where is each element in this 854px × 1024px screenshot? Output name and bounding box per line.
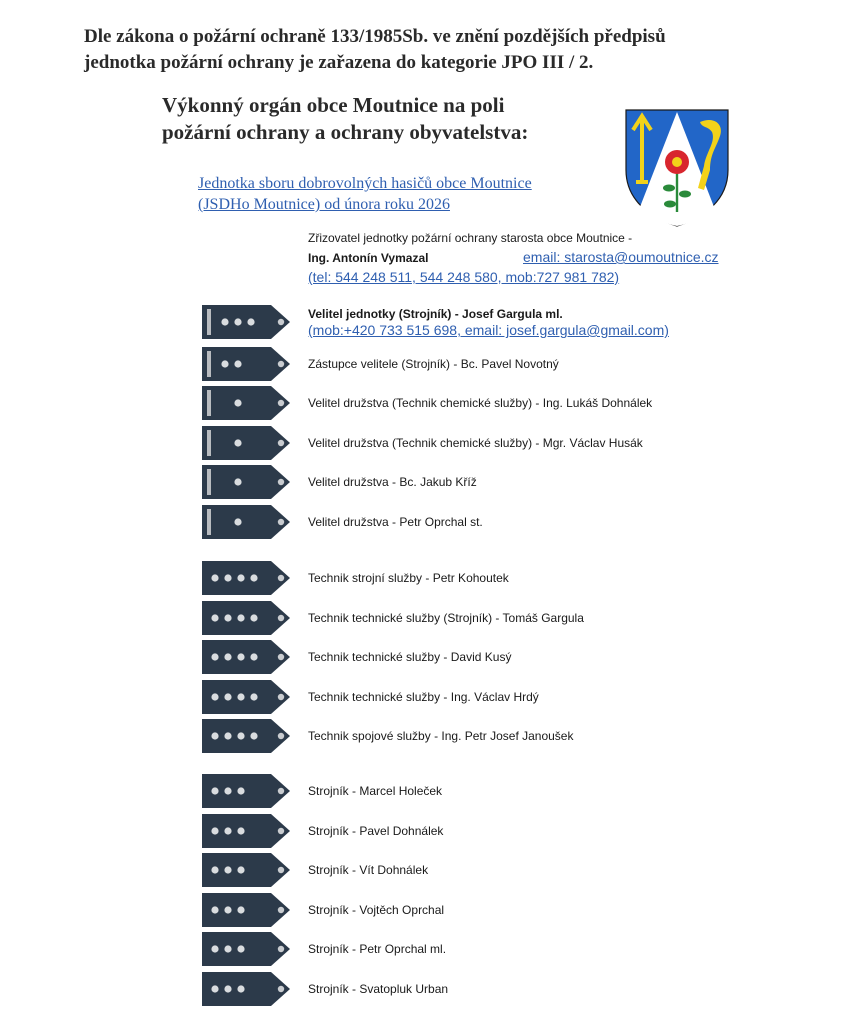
rank-star — [247, 318, 254, 325]
member-name: Bc. Jakub Kříž — [399, 475, 477, 489]
rank-star — [211, 732, 218, 739]
member-text — [308, 892, 444, 928]
epaulette-icon — [201, 304, 291, 340]
rank-bar — [207, 390, 211, 416]
rank-star — [237, 653, 244, 660]
epaulette-button — [278, 733, 284, 739]
member-rank: Strojník — [308, 863, 349, 877]
rank-star — [237, 693, 244, 700]
separator: - — [348, 863, 360, 877]
unit-title — [198, 173, 532, 215]
member-text — [308, 346, 559, 382]
member-text — [308, 931, 446, 967]
epaulette-button — [278, 907, 284, 913]
member-name: Tomáš Gargula — [502, 611, 584, 625]
member-name: Vojtěch Oprchal — [359, 903, 445, 917]
epaulette-icon — [201, 639, 291, 675]
rank-star — [237, 732, 244, 739]
law-line-2: jednotka požární ochrany je zařazena do kategorie JPO III / 2. — [84, 52, 594, 73]
member-row — [0, 504, 854, 540]
separator: - — [388, 515, 400, 529]
rank-star — [224, 827, 231, 834]
separator: - — [348, 784, 360, 798]
rank-star — [224, 866, 231, 873]
epaulette-button — [278, 575, 284, 581]
epaulette-icon — [201, 385, 291, 421]
member-name: Pavel Dohnálek — [359, 824, 444, 838]
member-row — [0, 385, 854, 421]
member-name: Svatopluk Urban — [359, 982, 449, 996]
epaulette-icon — [201, 504, 291, 540]
rank-star — [237, 985, 244, 992]
rank-star — [250, 653, 257, 660]
rank-star — [211, 945, 218, 952]
rank-star — [211, 827, 218, 834]
member-row — [0, 718, 854, 754]
epaulette-button — [278, 946, 284, 952]
member-name: Marcel Holeček — [359, 784, 443, 798]
member-rank: Strojník — [308, 784, 349, 798]
rank-star — [211, 693, 218, 700]
rank-star — [221, 318, 228, 325]
founder-phone-link[interactable]: (tel: 544 248 511, 544 248 580, mob:727 981 782) — [308, 269, 620, 285]
member-row — [0, 773, 854, 809]
rank-star — [224, 732, 231, 739]
rank-star — [224, 614, 231, 621]
epaulette-body — [202, 386, 290, 420]
rank-bar — [207, 469, 211, 495]
epaulette-body — [202, 505, 290, 539]
rank-star — [211, 787, 218, 794]
separator: - — [451, 307, 463, 321]
separator: - — [492, 611, 503, 625]
separator: - — [440, 690, 451, 704]
epaulette-icon — [201, 971, 291, 1007]
rank-star — [211, 906, 218, 913]
rank-star — [224, 945, 231, 952]
coat-of-arms-icon — [624, 108, 730, 228]
member-rank: Technik spojové služby — [308, 729, 431, 743]
member-text — [308, 425, 643, 461]
member-row — [0, 931, 854, 967]
rank-star — [237, 614, 244, 621]
member-rank: Velitel družstva (Technik chemické služby) — [308, 396, 533, 410]
rank-star — [224, 574, 231, 581]
epaulette-icon — [201, 464, 291, 500]
epaulette-icon — [201, 931, 291, 967]
unit-link-line-1[interactable]: Jednotka sboru dobrovolných hasičů obce Moutnice — [198, 175, 532, 192]
rank-bar — [207, 509, 211, 535]
epaulette-body — [202, 465, 290, 499]
member-rank: Strojník — [308, 942, 349, 956]
separator: - — [348, 903, 360, 917]
rank-star — [211, 614, 218, 621]
rank-star — [221, 360, 228, 367]
epaulette-icon — [201, 773, 291, 809]
epaulette-button — [278, 479, 284, 485]
member-text — [308, 504, 483, 540]
epaulette-button — [278, 694, 284, 700]
member-row — [0, 600, 854, 636]
member-row — [0, 892, 854, 928]
separator: - — [532, 436, 543, 450]
member-name: Petr Kohoutek — [432, 571, 509, 585]
epaulette-icon — [201, 560, 291, 596]
member-rank: Technik technické služby — [308, 690, 441, 704]
member-text — [308, 971, 448, 1007]
epaulette-icon — [201, 892, 291, 928]
rank-star — [237, 827, 244, 834]
separator: - — [348, 942, 360, 956]
epaulette-body — [202, 305, 290, 339]
rank-star — [234, 478, 241, 485]
member-name: Ing. Petr Josef Janoušek — [441, 729, 574, 743]
unit-link-line-2[interactable]: (JSDHo Moutnice) od února roku 2026 — [198, 196, 450, 213]
separator: - — [440, 650, 451, 664]
member-rank: Velitel družstva — [308, 475, 389, 489]
member-rank: Zástupce velitele (Strojník) — [308, 357, 451, 371]
rank-star — [234, 318, 241, 325]
rank-star — [224, 693, 231, 700]
rank-star — [237, 787, 244, 794]
member-row — [0, 813, 854, 849]
member-row — [0, 560, 854, 596]
member-text — [308, 560, 509, 596]
member-rank: Velitel družstva (Technik chemické služby) — [308, 436, 533, 450]
rank-star — [234, 518, 241, 525]
member-rank: Technik strojní služby — [308, 571, 423, 585]
rank-star — [234, 360, 241, 367]
epaulette-body — [202, 426, 290, 460]
law-line-1: Dle zákona o požární ochraně 133/1985Sb. ve znění pozdějších předpisů — [84, 26, 666, 47]
member-rank: Strojník — [308, 903, 349, 917]
epaulette-button — [278, 867, 284, 873]
rank-star — [237, 574, 244, 581]
member-name: Petr Oprchal ml. — [359, 942, 447, 956]
rank-star — [234, 399, 241, 406]
rank-star — [237, 866, 244, 873]
rank-bar — [207, 430, 211, 456]
member-rank: Technik technické služby — [308, 650, 441, 664]
rank-bar — [207, 351, 211, 377]
epaulette-button — [278, 400, 284, 406]
separator: - — [532, 396, 543, 410]
member-row — [0, 346, 854, 382]
rank-star — [211, 985, 218, 992]
rank-star — [250, 693, 257, 700]
rank-star — [224, 653, 231, 660]
founder-line: Zřizovatel jednotky požární ochrany starosta obce Moutnice - — [308, 231, 633, 245]
member-row — [0, 425, 854, 461]
rank-star — [250, 574, 257, 581]
separator: - — [348, 824, 360, 838]
member-rank: Strojník — [308, 982, 349, 996]
member-rank: Velitel jednotky (Strojník) — [308, 307, 452, 321]
rank-star — [224, 985, 231, 992]
member-text — [308, 600, 584, 636]
member-text — [308, 679, 539, 715]
member-name: Petr Oprchal st. — [399, 515, 483, 529]
commander-contact-link[interactable]: (mob:+420 733 515 698, email: josef.gargula@gmail.com) — [308, 322, 669, 338]
epaulette-icon — [201, 852, 291, 888]
law-statement — [84, 24, 666, 76]
rank-star — [211, 574, 218, 581]
member-name: Josef Gargula ml. — [462, 307, 563, 321]
epaulette-icon — [201, 600, 291, 636]
founder-name: Ing. Antonín Vymazal — [308, 251, 429, 265]
epaulette-icon — [201, 679, 291, 715]
founder-email-link[interactable]: email: starosta@oumoutnice.cz — [523, 249, 719, 265]
separator: - — [430, 729, 442, 743]
epaulette-button — [278, 986, 284, 992]
epaulette-icon — [201, 346, 291, 382]
member-text — [308, 813, 443, 849]
member-text — [308, 718, 573, 754]
member-text — [308, 464, 477, 500]
rank-star — [237, 945, 244, 952]
member-row — [0, 679, 854, 715]
member-name: Mgr. Václav Husák — [542, 436, 643, 450]
epaulette-button — [278, 440, 284, 446]
rank-star — [211, 653, 218, 660]
member-rank: Strojník — [308, 824, 349, 838]
member-name: Bc. Pavel Novotný — [460, 357, 559, 371]
member-row — [0, 971, 854, 1007]
member-row — [0, 464, 854, 500]
rank-bar — [207, 309, 211, 335]
epaulette-icon — [201, 425, 291, 461]
organ-heading — [162, 92, 528, 146]
organ-line-1: Výkonný orgán obce Moutnice na poli — [162, 93, 505, 117]
member-row — [0, 639, 854, 675]
rank-star — [234, 439, 241, 446]
separator: - — [450, 357, 461, 371]
member-text — [308, 639, 511, 675]
epaulette-button — [278, 615, 284, 621]
rank-star — [250, 732, 257, 739]
member-text — [308, 773, 442, 809]
separator: - — [388, 475, 400, 489]
epaulette-icon — [201, 813, 291, 849]
separator: - — [348, 982, 360, 996]
rank-star — [224, 787, 231, 794]
member-rank: Technik technické služby (Strojník) — [308, 611, 493, 625]
epaulette-icon — [201, 718, 291, 754]
epaulette-body — [202, 347, 290, 381]
rank-star — [237, 906, 244, 913]
organ-line-2: požární ochrany a ochrany obyvatelstva: — [162, 120, 529, 144]
rank-star — [224, 906, 231, 913]
member-name: Vít Dohnálek — [359, 863, 429, 877]
epaulette-button — [278, 519, 284, 525]
epaulette-button — [278, 788, 284, 794]
member-text — [308, 385, 652, 421]
member-name: Ing. Václav Hrdý — [450, 690, 539, 704]
member-name: Ing. Lukáš Dohnálek — [542, 396, 653, 410]
member-name: David Kusý — [450, 650, 512, 664]
separator: - — [422, 571, 433, 585]
epaulette-button — [278, 361, 284, 367]
rank-star — [211, 866, 218, 873]
epaulette-button — [278, 319, 284, 325]
member-rank: Velitel družstva — [308, 515, 389, 529]
member-text — [308, 852, 428, 888]
epaulette-button — [278, 654, 284, 660]
epaulette-button — [278, 828, 284, 834]
member-row — [0, 852, 854, 888]
rank-star — [250, 614, 257, 621]
